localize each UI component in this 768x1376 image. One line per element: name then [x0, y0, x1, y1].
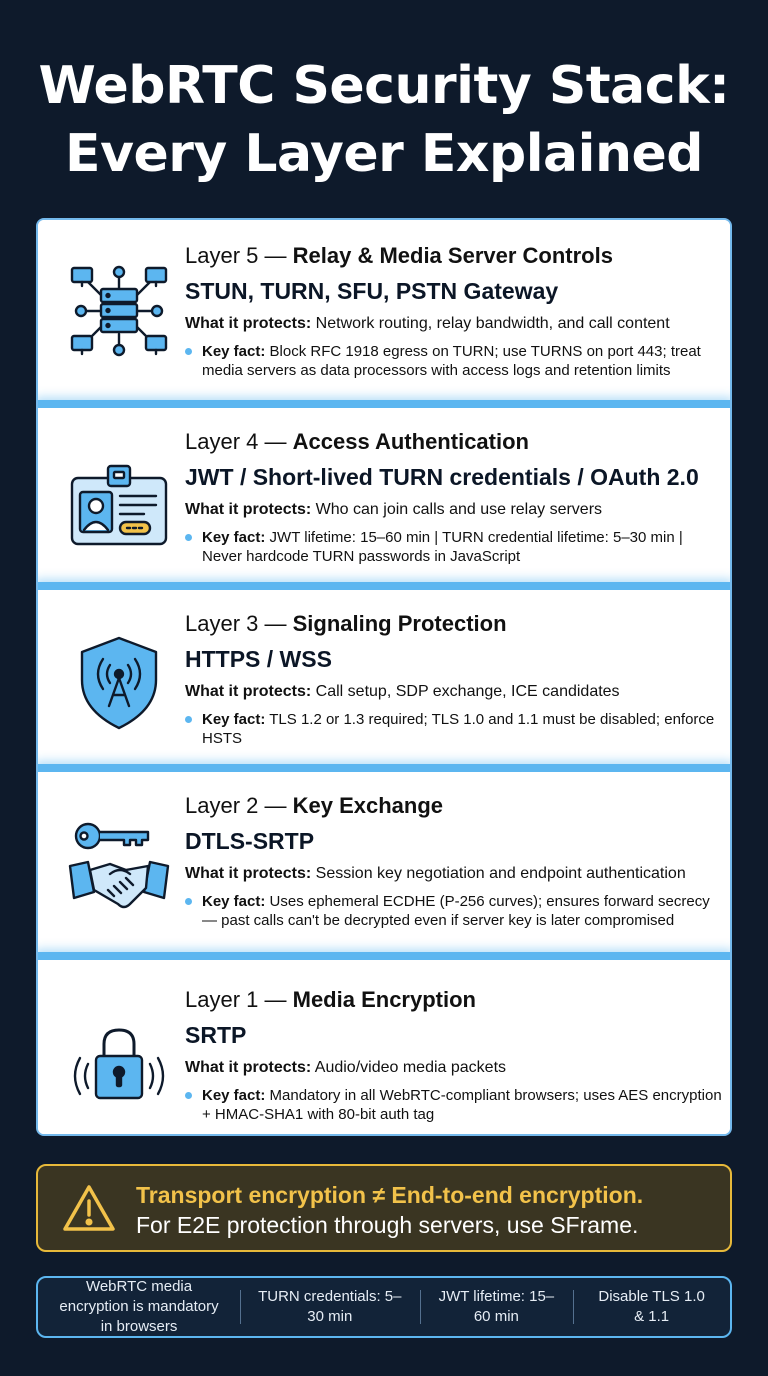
layer-divider	[38, 952, 730, 960]
summary-fact: TURN credentials: 5–30 min	[240, 1278, 419, 1336]
page-title	[0, 52, 768, 188]
layer-name: Signaling Protection	[292, 611, 507, 636]
key-handshake-icon	[64, 814, 174, 924]
key-fact-value: Mandatory in all WebRTC-compliant browsers; uses AES encryption + HMAC-SHA1 with 80-bit auth tag	[202, 1087, 722, 1123]
layer-number: Layer 1 —	[185, 987, 287, 1012]
layer-technology: HTTPS / WSS	[185, 646, 332, 672]
protects-value: Call setup, SDP exchange, ICE candidates	[315, 683, 620, 700]
layer-number: Layer 4 —	[185, 429, 287, 454]
layer-divider	[38, 400, 730, 408]
shield-antenna-icon	[64, 626, 174, 736]
layer-4-panel	[38, 408, 730, 582]
layer-technology: SRTP	[185, 1022, 247, 1048]
layer-5-panel	[38, 220, 730, 400]
summary-fact: JWT lifetime: 15–60 min	[420, 1278, 574, 1336]
layer-number: Layer 5 —	[185, 243, 287, 268]
layer-1-text	[185, 986, 724, 1124]
protects-label: What it protects:	[185, 683, 312, 700]
bullet-icon	[185, 716, 192, 723]
key-fact-label: Key fact:	[202, 343, 266, 360]
protects-label: What it protects:	[185, 1059, 312, 1076]
key-fact-label: Key fact:	[202, 711, 266, 728]
layer-technology: DTLS-SRTP	[185, 828, 315, 854]
layer-divider	[38, 764, 730, 772]
warning-triangle-icon	[62, 1183, 116, 1233]
layer-name: Relay & Media Server Controls	[292, 243, 613, 268]
warning-headline: Transport encryption ≠ End-to-end encryption.	[136, 1182, 644, 1208]
key-fact	[185, 892, 724, 930]
layer-technology: JWT / Short-lived TURN credentials / OAuth 2.0	[185, 464, 699, 490]
key-fact-value: Block RFC 1918 egress on TURN; use TURNS on port 443; treat media servers as data processors with access logs and retention limits	[202, 343, 701, 379]
bullet-icon	[185, 534, 192, 541]
layer-divider	[38, 582, 730, 590]
layer-3-panel	[38, 590, 730, 764]
layer-4-text	[185, 428, 724, 566]
bullet-icon	[185, 348, 192, 355]
layer-name: Key Exchange	[292, 793, 444, 818]
key-fact	[185, 710, 724, 748]
key-fact-label: Key fact:	[202, 893, 266, 910]
key-fact-label: Key fact:	[202, 529, 266, 546]
layer-name: Media Encryption	[292, 987, 476, 1012]
security-stack	[36, 218, 732, 1136]
summary-facts-bar	[36, 1276, 732, 1338]
layer-3-text	[185, 610, 724, 748]
bullet-icon	[185, 1092, 192, 1099]
warning-detail: For E2E protection through servers, use SFrame.	[136, 1212, 639, 1238]
key-fact-value: TLS 1.2 or 1.3 required; TLS 1.0 and 1.1 must be disabled; enforce HSTS	[202, 711, 715, 747]
key-fact	[185, 528, 724, 566]
protects-value: Who can join calls and use relay servers	[315, 501, 603, 518]
layer-number: Layer 3 —	[185, 611, 287, 636]
layer-2-panel	[38, 772, 730, 952]
layer-number: Layer 2 —	[185, 793, 287, 818]
title-line-2: Every Layer Explained	[65, 124, 703, 184]
layer-technology: STUN, TURN, SFU, PSTN Gateway	[185, 278, 559, 304]
layer-5-text	[185, 242, 724, 380]
key-fact	[185, 342, 724, 380]
title-line-1: WebRTC Security Stack:	[38, 56, 730, 116]
key-fact-value: JWT lifetime: 15–60 min | TURN credential lifetime: 5–30 min | Never hardcode TURN passwords in JavaScript	[202, 529, 683, 565]
key-fact-label: Key fact:	[202, 1087, 266, 1104]
summary-fact: WebRTC media encryption is mandatory in browsers	[59, 1278, 219, 1335]
padlock-signal-icon	[64, 1012, 174, 1122]
protects-value: Session key negotiation and endpoint authentication	[315, 865, 686, 882]
protects-value: Audio/video media packets	[314, 1059, 507, 1076]
bullet-icon	[185, 898, 192, 905]
layer-1-panel	[38, 960, 730, 1136]
id-badge-icon	[64, 450, 174, 560]
summary-fact: Disable TLS 1.0 & 1.1	[573, 1278, 730, 1336]
protects-label: What it protects:	[185, 865, 312, 882]
layer-2-text	[185, 792, 724, 930]
protects-value: Network routing, relay bandwidth, and call content	[315, 315, 670, 332]
warning-callout	[36, 1164, 732, 1252]
protects-label: What it protects:	[185, 315, 312, 332]
key-fact	[185, 1086, 724, 1124]
key-fact-value: Uses ephemeral ECDHE (P-256 curves); ensures forward secrecy — past calls can't be decrypted even if server key is later compromised	[202, 893, 710, 929]
layer-name: Access Authentication	[292, 429, 529, 454]
protects-label: What it protects:	[185, 501, 312, 518]
network-server-icon	[64, 256, 174, 366]
